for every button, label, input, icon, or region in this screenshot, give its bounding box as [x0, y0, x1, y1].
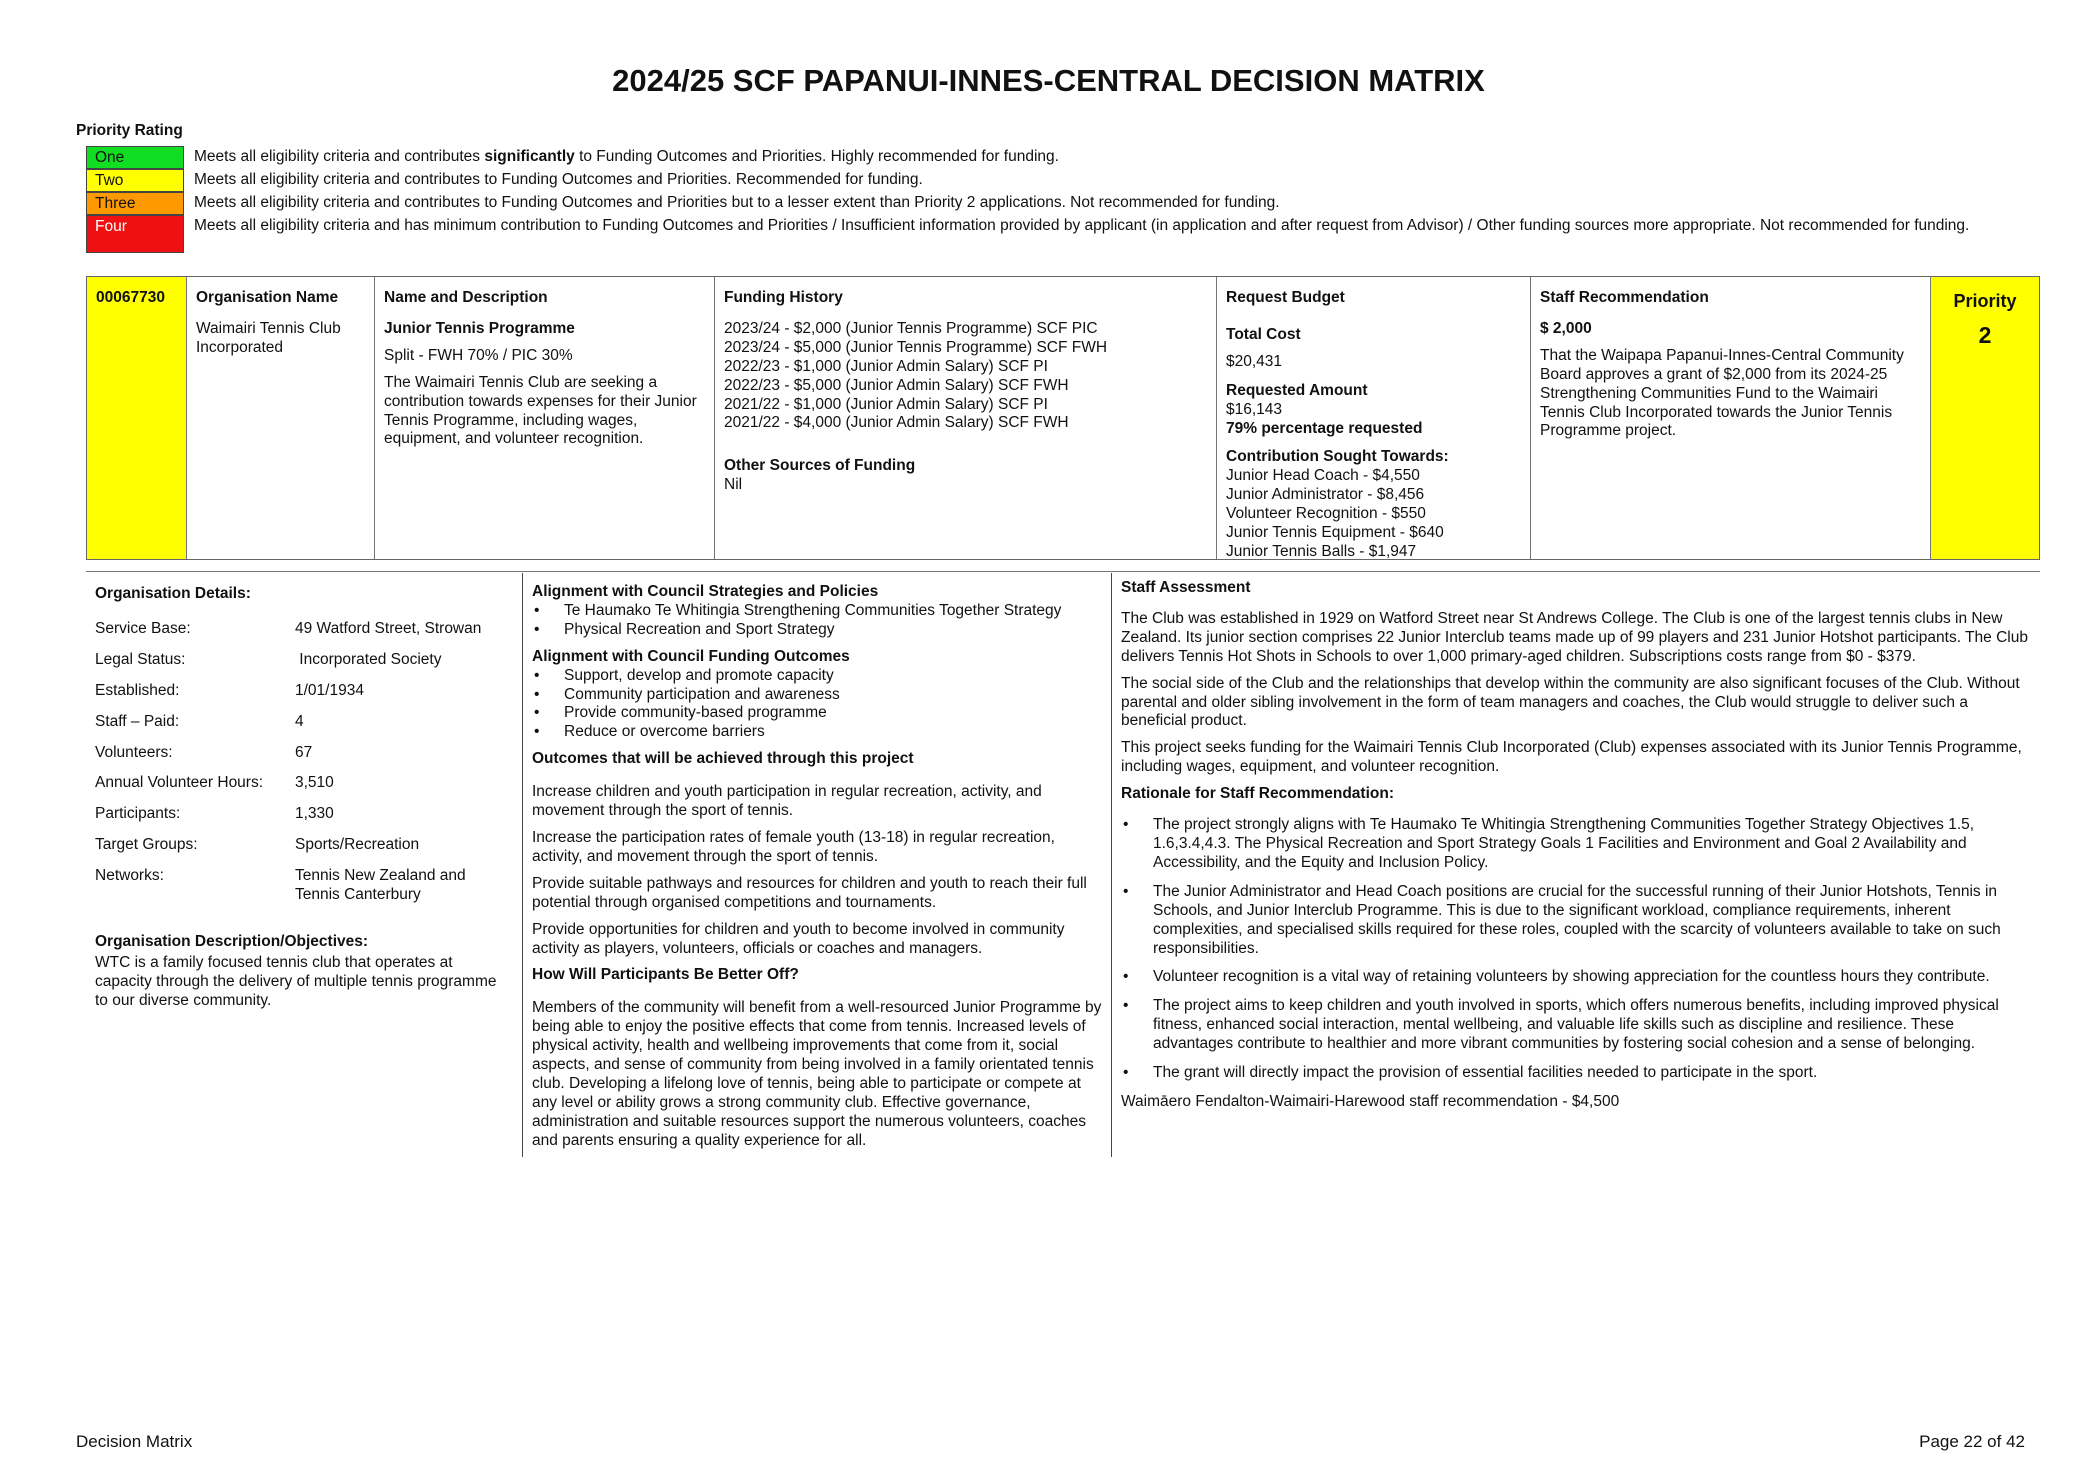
application-id: 00067730 — [96, 289, 165, 306]
other-sources: Nil — [724, 476, 743, 494]
project-outcome: Provide suitable pathways and resources for children and youth to reach their full potential through organised competitions and tournaments. — [532, 874, 1087, 911]
list-item: • Volunteer recognition is a vital way of retaining volunteers by showing appreciation for the countless hours they contribute. — [1121, 968, 2031, 987]
detail-value: 1/01/1934 — [295, 681, 364, 699]
outcomes-header: Alignment with Council Funding Outcomes — [532, 647, 850, 665]
detail-row — [95, 682, 513, 701]
legend-row-four — [86, 215, 1986, 253]
staff-rec-amount: $ 2,000 — [1540, 319, 1592, 337]
list-item: • Community participation and awareness — [532, 686, 1102, 705]
legend-desc-one: Meets all eligibility criteria and contributes significantly to Funding Outcomes and Priorities. Highly recommended for funding. — [194, 148, 1059, 165]
org-name: Waimairi Tennis Club Incorporated — [196, 319, 341, 356]
staff-assessment-section — [1112, 573, 2040, 1157]
funding-split: Split - FWH 70% / PIC 30% — [384, 346, 573, 364]
better-off-header: How Will Participants Be Better Off? — [532, 966, 799, 984]
project-name: Junior Tennis Programme — [384, 319, 575, 337]
legend-desc-three: Meets all eligibility criteria and contributes to Funding Outcomes and Priorities but to a lesser extent than Priority 2 applications. Not recommended for funding. — [194, 194, 1280, 211]
assessment-paragraph: The Club was established in 1929 on Watford Street near St Andrews College. The Club is one of the largest tennis clubs in New Zealand. Its junior section comprises 22 Junior Interclub teams made up of 99 players and 231 Junior Hotshot participants. The Club delivers Tennis Hot Shots in Schools to over 1,000 primary-aged children. Subscriptions costs range from $0 - $379. — [1121, 609, 2028, 665]
detail-key: Annual Volunteer Hours: — [95, 774, 264, 792]
project-outcome: Provide opportunities for children and youth to become involved in community activity as players, volunteers, officials or coaches and managers. — [532, 920, 1065, 957]
funding-history-item: 2022/23 - $5,000 (Junior Admin Salary) SCF FWH — [724, 376, 1069, 394]
project-description: The Waimairi Tennis Club are seeking a contribution towards expenses for their Junior Tennis Programme, including wages, equipment, and volunteer recognition. — [384, 373, 697, 448]
detail-row — [95, 651, 513, 670]
detail-row — [95, 805, 513, 824]
request-budget-cell — [1217, 277, 1531, 559]
application-id-cell — [87, 277, 187, 559]
project-outcome: Increase the participation rates of female youth (13-18) in regular recreation, activity, and movement through the sport of tennis. — [532, 828, 1055, 865]
detail-row — [95, 620, 513, 639]
assessment-paragraph: This project seeks funding for the Waimairi Tennis Club Incorporated (Club) expenses associated with its Junior Tennis Programme, including wages, equipment, and volunteer recognition. — [1121, 739, 2022, 776]
swatch-one: One — [86, 146, 184, 169]
detail-value: Incorporated Society — [295, 650, 442, 668]
legend-desc-four: Meets all eligibility criteria and has minimum contribution to Funding Outcomes and Priorities / Insufficient information provided by applicant (in application and after request from Advisor) / Other funding sources more appropriate. Not recommended for funding. — [194, 217, 1970, 234]
funding-history-cell — [715, 277, 1217, 559]
detail-key: Legal Status: — [95, 650, 186, 668]
detail-value: 49 Watford Street, Strowan — [295, 619, 482, 637]
contribution-item: Junior Administrator - $8,456 — [1226, 486, 1425, 504]
staff-assessment-header: Staff Assessment — [1121, 579, 1251, 596]
detail-row — [95, 867, 513, 905]
total-cost-label: Total Cost — [1226, 325, 1301, 343]
staff-rec-text: That the Waipapa Papanui-Innes-Central Community Board approves a grant of $2,000 from its 2024-25 Strengthening Communities Fund to the Waimairi Tennis Club Incorporated towards the Junior Tennis Programme project. — [1540, 346, 1904, 440]
funding-history-item: 2022/23 - $1,000 (Junior Admin Salary) SCF PI — [724, 357, 1048, 375]
other-board-recommendation: Waimāero Fendalton-Waimairi-Harewood staff recommendation - $4,500 — [1121, 1092, 1620, 1110]
rationale-header: Rationale for Staff Recommendation: — [1121, 785, 1394, 803]
contribution-header: Contribution Sought Towards: — [1226, 448, 1449, 466]
requested-amount: $16,143 — [1226, 400, 1283, 418]
name-description-cell — [375, 277, 715, 559]
alignment-section — [522, 573, 1112, 1157]
legend-row-one — [86, 146, 1986, 169]
priority-legend — [86, 146, 1986, 253]
contribution-item: Volunteer Recognition - $550 — [1226, 505, 1426, 523]
strategies-list — [532, 602, 1102, 640]
organisation-details — [86, 573, 522, 1157]
percentage-requested: 79% percentage requested — [1226, 419, 1423, 437]
detail-value: Sports/Recreation — [295, 836, 420, 854]
detail-value: 1,330 — [295, 805, 334, 823]
detail-key: Established: — [95, 681, 180, 699]
swatch-two: Two — [86, 169, 184, 192]
decision-matrix-row — [86, 276, 2040, 560]
detail-value: 67 — [295, 743, 313, 761]
funding-history-item: 2023/24 - $2,000 (Junior Tennis Programme) SCF PIC — [724, 319, 1098, 337]
other-sources-header: Other Sources of Funding — [724, 457, 916, 475]
strategies-header: Alignment with Council Strategies and Policies — [532, 583, 879, 600]
funding-history-item: 2021/22 - $1,000 (Junior Admin Salary) SCF PI — [724, 395, 1048, 413]
detail-row — [95, 744, 513, 763]
funding-history-header: Funding History — [724, 289, 843, 306]
detail-value: Tennis New Zealand and Tennis Canterbury — [295, 867, 466, 904]
detail-key: Networks: — [95, 867, 164, 885]
contribution-item: Junior Tennis Balls - $1,947 — [1226, 542, 1417, 560]
project-outcome: Increase children and youth participation in regular recreation, activity, and movement through the sport of tennis. — [532, 783, 1042, 820]
list-item: • The Junior Administrator and Head Coach positions are crucial for the successful running of their Junior Hotshots, Tennis in Schools, and Junior Interclub Programme. This is due to the significant workload, compliance requirements, inherent complexities, and specialised skills required for these roles, coupled with the scarcity of volunteers available to take on such responsibilities. — [1121, 883, 2031, 959]
page-number: Page 22 of 42 — [1919, 1432, 2025, 1451]
org-details-header: Organisation Details: — [95, 585, 251, 602]
list-item: • Physical Recreation and Sport Strategy — [532, 621, 1102, 640]
request-budget-header: Request Budget — [1226, 289, 1345, 306]
funding-history-item: 2023/24 - $5,000 (Junior Tennis Programme) SCF FWH — [724, 338, 1108, 356]
priority-header: Priority — [1953, 291, 2017, 311]
name-desc-header: Name and Description — [384, 289, 548, 306]
detail-value: 3,510 — [295, 774, 334, 792]
organisation-cell — [187, 277, 375, 559]
list-item: • The project aims to keep children and youth involved in sports, which offers numerous benefits, including improved physical fitness, enhanced social interaction, mental wellbeing, and valuable life skills such as discipline and resilience. These advantages contribute to healthier and more vibrant communities by fostering social cohesion and a sense of belonging. — [1121, 997, 2031, 1054]
rationale-list — [1121, 816, 2031, 1083]
legend-row-two — [86, 169, 1986, 192]
detail-key: Volunteers: — [95, 743, 173, 761]
outcomes-list — [532, 667, 1102, 743]
priority-value: 2 — [1978, 321, 1992, 348]
detail-key: Participants: — [95, 805, 181, 823]
detail-key: Staff – Paid: — [95, 712, 180, 730]
list-item: • Reduce or overcome barriers — [532, 723, 1102, 742]
funding-history-item: 2021/22 - $4,000 (Junior Admin Salary) SCF FWH — [724, 414, 1069, 432]
staff-rec-header: Staff Recommendation — [1540, 289, 1709, 306]
detail-key: Target Groups: — [95, 836, 198, 854]
section-divider — [86, 571, 2040, 572]
detail-value: 4 — [295, 712, 304, 730]
legend-row-three — [86, 192, 1986, 215]
requested-amount-label: Requested Amount — [1226, 381, 1368, 399]
project-outcomes-header: Outcomes that will be achieved through this project — [532, 750, 914, 768]
priority-cell — [1931, 277, 2039, 559]
list-item: • The project strongly aligns with Te Haumako Te Whitingia Strengthening Communities Together Strategy Objectives 1.5, 1.6,3.4,4.3. The Physical Recreation and Sport Strategy Goals 1 Facilities and Environment and Goal 2 Availability and Accessibility, and the Equity and Inclusion Policy. — [1121, 816, 2031, 873]
detail-row — [95, 774, 513, 793]
swatch-four: Four — [86, 215, 184, 253]
staff-recommendation-cell — [1531, 277, 1931, 559]
legend-desc-two: Meets all eligibility criteria and contributes to Funding Outcomes and Priorities. Recommended for funding. — [194, 171, 923, 188]
contribution-item: Junior Tennis Equipment - $640 — [1226, 524, 1444, 542]
footer-label: Decision Matrix — [76, 1432, 193, 1451]
priority-rating-title: Priority Rating — [76, 122, 183, 139]
page-title: 2024/25 SCF PAPANUI-INNES-CENTRAL DECISION MATRIX — [612, 63, 1485, 98]
detail-key: Service Base: — [95, 619, 191, 637]
better-off-text: Members of the community will benefit from a well-resourced Junior Programme by being able to enjoy the positive effects that come from tennis. Increased levels of physical activity, health and wellbeing improvements that come from it, social aspects, and sense of community from being involved in a family orientated tennis club. Developing a lifelong love of tennis, being able to participate or compete at any level or ability grows a strong community club. Effective governance, administration and suitable resources support the numerous volunteers, coaches and parents ensuring a quality experience for all. — [532, 999, 1102, 1149]
list-item: • Support, develop and promote capacity — [532, 667, 1102, 686]
detail-row — [95, 836, 513, 855]
total-cost: $20,431 — [1226, 352, 1283, 370]
assessment-paragraph: The social side of the Club and the relationships that develop within the community are also significant focuses of the Club. Without parental and older sibling involvement in the form of team managers and coaches, the Club would struggle to deliver such a beneficial product. — [1121, 674, 2020, 730]
org-desc: WTC is a family focused tennis club that operates at capacity through the delivery of multiple tennis programme to our diverse community. — [95, 953, 497, 1009]
detail-row — [95, 713, 513, 732]
org-name-header: Organisation Name — [196, 289, 339, 306]
list-item: • The grant will directly impact the provision of essential facilities needed to participate in the sport. — [1121, 1064, 2031, 1083]
list-item: • Provide community-based programme — [532, 704, 1102, 723]
org-desc-header: Organisation Description/Objectives: — [95, 932, 369, 950]
contribution-item: Junior Head Coach - $4,550 — [1226, 467, 1420, 485]
list-item: • Te Haumako Te Whitingia Strengthening Communities Together Strategy — [532, 602, 1102, 621]
swatch-three: Three — [86, 192, 184, 215]
